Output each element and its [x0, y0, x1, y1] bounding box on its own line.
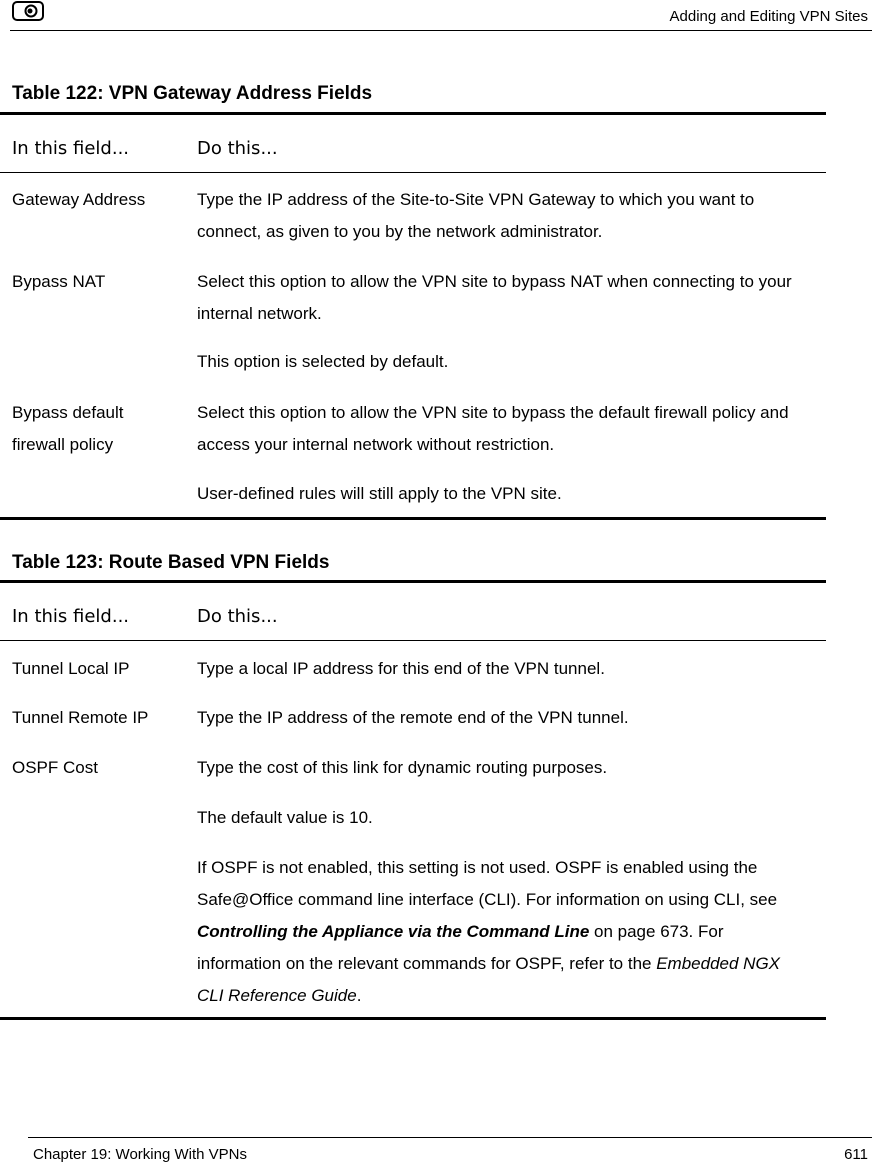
header-divider	[10, 30, 872, 31]
table-row-desc: This option is selected by default.	[197, 352, 449, 371]
page-number: 611	[844, 1146, 868, 1163]
ospf-note-paragraph	[197, 852, 807, 1012]
ospf-note-text: on page 673. For information on the relevant commands for OSPF, refer to the	[197, 922, 724, 973]
table-122-top-rule	[0, 112, 826, 115]
table-row-field: Bypass default firewall policy	[12, 403, 124, 454]
ospf-note-text: .	[356, 986, 362, 1005]
table-row-desc: The default value is 10.	[197, 808, 373, 827]
table-row-desc: Select this option to allow the VPN site to bypass NAT when connecting to your internal network.	[197, 272, 792, 323]
table-122-header-rule	[0, 172, 826, 173]
table-row-field: Tunnel Local IP	[12, 659, 130, 678]
table-row-field: Gateway Address	[12, 190, 146, 209]
footer-divider	[28, 1137, 872, 1138]
table-123-header-rule	[0, 640, 826, 641]
footer-chapter: Chapter 19: Working With VPNs	[33, 1146, 247, 1163]
table-122-bottom-rule	[0, 517, 826, 520]
table-123-caption: Table 123: Route Based VPN Fields	[12, 552, 330, 573]
table-row-desc: User-defined rules will still apply to the VPN site.	[197, 484, 562, 503]
cli-chapter-reference[interactable]: Controlling the Appliance via the Command Line	[197, 922, 590, 941]
table-row-desc: Type a local IP address for this end of the VPN tunnel.	[197, 659, 605, 678]
table-row-desc: Type the IP address of the Site-to-Site VPN Gateway to which you want to connect, as given to you by the network administrator.	[197, 190, 755, 241]
table-row-desc: Type the IP address of the remote end of the VPN tunnel.	[197, 708, 629, 727]
table-row-field: Tunnel Remote IP	[12, 708, 149, 727]
table-122-col-action-header: Do this...	[197, 138, 278, 159]
table-123-bottom-rule	[0, 1017, 826, 1020]
table-122-col-field-header: In this field...	[12, 138, 130, 159]
table-row-desc: Type the cost of this link for dynamic routing purposes.	[197, 758, 608, 777]
manual-logo-icon	[12, 1, 44, 21]
ospf-note-text: If OSPF is not enabled, this setting is not used. OSPF is enabled using the Safe@Office command line interface (CLI). For information on using CLI, see	[197, 858, 778, 909]
table-123-col-action-header: Do this...	[197, 606, 278, 627]
table-122-caption: Table 122: VPN Gateway Address Fields	[12, 83, 373, 104]
table-123-top-rule	[0, 580, 826, 583]
table-123-col-field-header: In this field...	[12, 606, 130, 627]
table-row-desc: Select this option to allow the VPN site to bypass the default firewall policy and access your internal network without restriction.	[197, 403, 789, 454]
cli-guide-title: Embedded NGX CLI Reference Guide	[197, 954, 781, 1005]
table-row-field: Bypass NAT	[12, 272, 106, 291]
table-row-field: OSPF Cost	[12, 758, 98, 777]
running-header: Adding and Editing VPN Sites	[669, 8, 868, 25]
